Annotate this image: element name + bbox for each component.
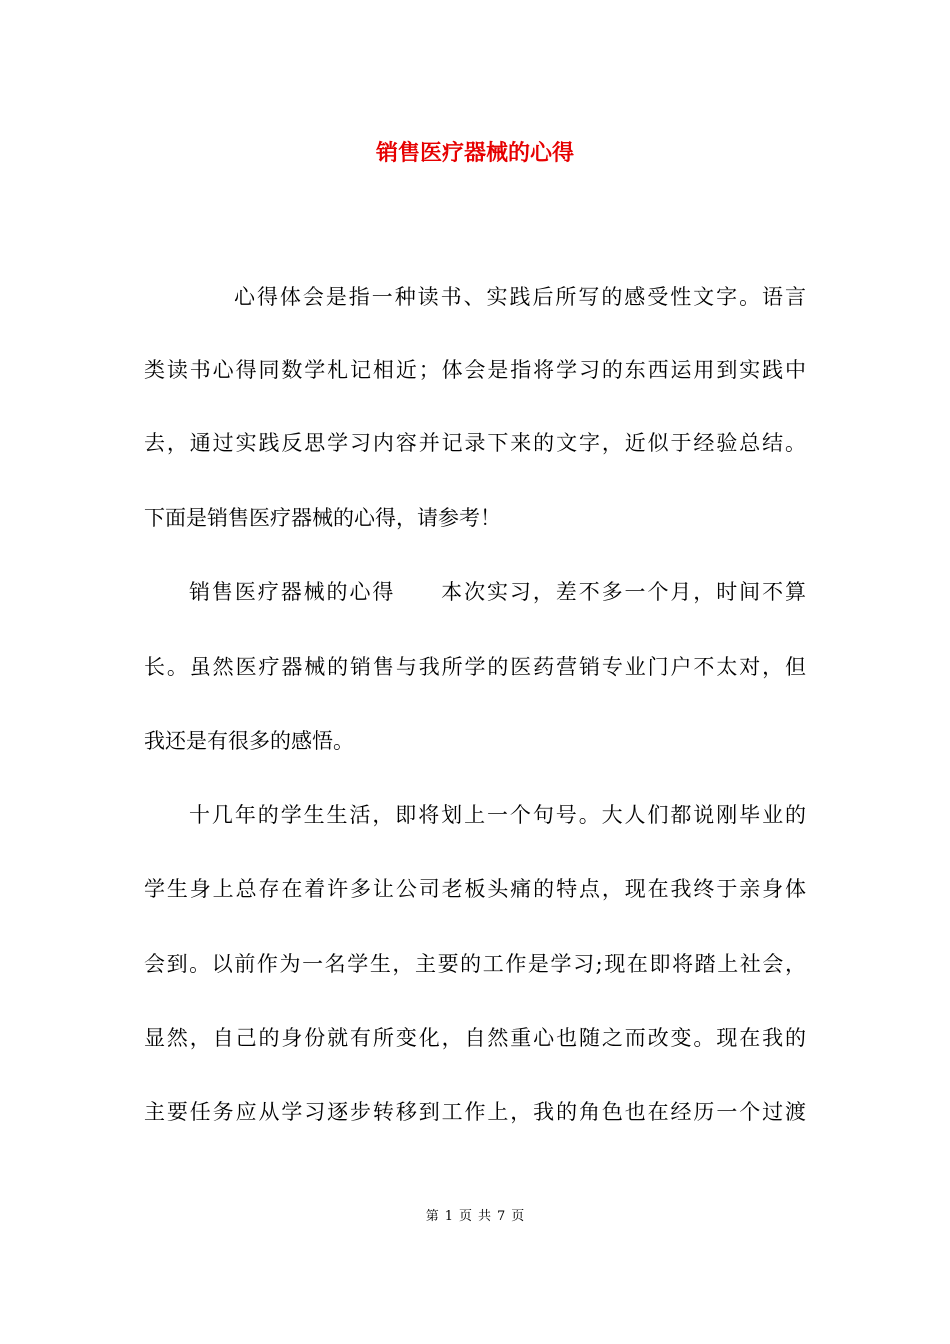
body-line: 销售医疗器械的心得 本次实习，差不多一个月，时间不算 — [189, 580, 806, 604]
body-line: 主要任务应从学习逐步转移到工作上，我的角色也在经历一个过渡 — [144, 1100, 806, 1124]
body-line: 我还是有很多的感悟。 — [144, 729, 354, 753]
body-line: 心得体会是指一种读书、实践后所写的感受性文字。语言 — [234, 285, 806, 309]
page-footer — [0, 1208, 950, 1226]
footer-label-total: 共 — [478, 1209, 492, 1224]
body-line: 十几年的学生生活，即将划上一个句号。大人们都说刚毕业的 — [189, 803, 806, 827]
body-line: 长。虽然医疗器械的销售与我所学的医药营销专业门户不太对，但 — [144, 655, 806, 679]
footer-current-page: 1 — [444, 1209, 453, 1224]
footer-label-total-unit: 页 — [511, 1209, 525, 1224]
footer-label-page-unit: 页 — [458, 1209, 472, 1224]
body-line: 显然，自己的身份就有所变化，自然重心也随之而改变。现在我的 — [144, 1026, 806, 1050]
body-line: 下面是销售医疗器械的心得，请参考！ — [144, 506, 501, 530]
footer-label-page: 第 — [425, 1209, 439, 1224]
body-line: 去，通过实践反思学习内容并记录下来的文字，近似于经验总结。 — [144, 431, 806, 455]
body-line: 学生身上总存在着许多让公司老板头痛的特点，现在我终于亲身体 — [144, 877, 806, 901]
footer-total-pages: 7 — [497, 1209, 506, 1224]
body-line: 类读书心得同数学札记相近；体会是指将学习的东西运用到实践中 — [144, 358, 806, 382]
page-title: 销售医疗器械的心得 — [375, 140, 574, 166]
body-line: 会到。以前作为一名学生，主要的工作是学习;现在即将踏上社会， — [144, 952, 806, 976]
